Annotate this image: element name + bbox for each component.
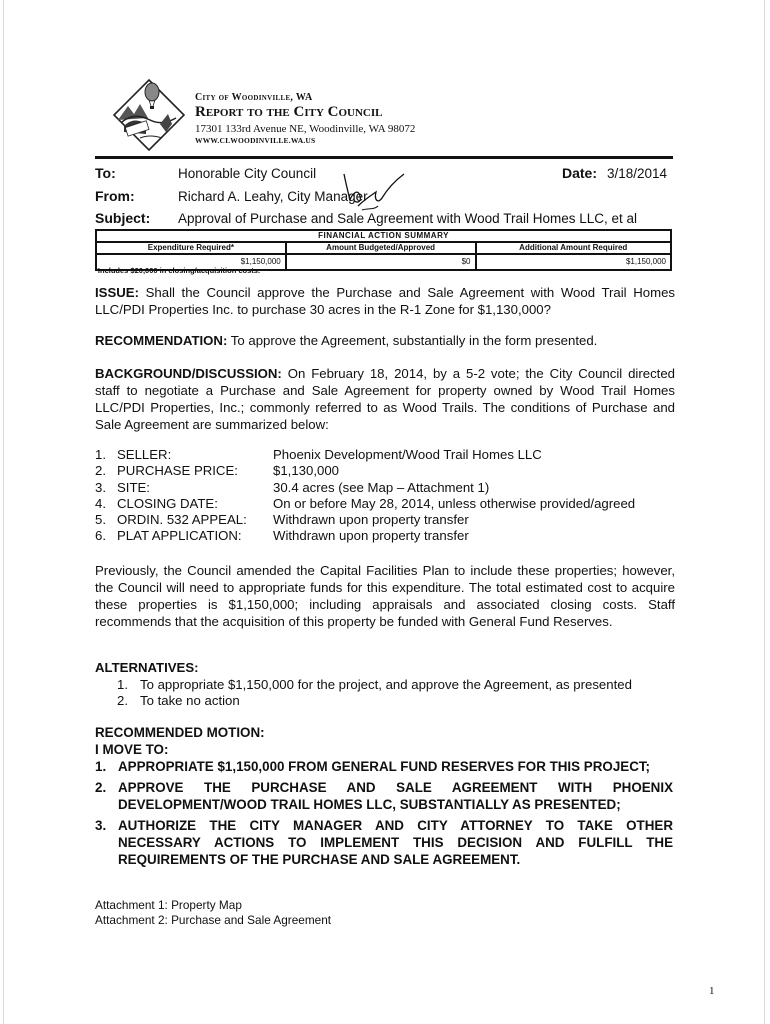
alternative-num: 1. xyxy=(117,677,128,692)
financial-footnote: *Includes $20,000 in closing/acquisition costs. xyxy=(95,266,261,275)
attachments-list xyxy=(95,898,331,928)
alternative-item xyxy=(95,677,675,693)
alternatives-label: ALTERNATIVES: xyxy=(95,660,199,675)
term-value: On or before May 28, 2014, unless otherwise provided/agreed xyxy=(273,495,636,511)
background-paragraph xyxy=(95,365,675,433)
term-key: PURCHASE PRICE: xyxy=(117,463,238,479)
value-expenditure: $1,150,000 xyxy=(96,254,286,270)
motion-num: 3. xyxy=(95,818,107,833)
report-title: Report to the City Council xyxy=(195,104,383,120)
term-row xyxy=(95,447,685,463)
motion-text: APPROPRIATE $1,150,000 FROM GENERAL FUND RESERVES FOR THIS PROJECT; xyxy=(118,759,651,774)
attachment-item: Attachment 1: Property Map xyxy=(95,898,242,912)
from-value: Richard A. Leahy, City Manager xyxy=(178,189,368,204)
page-number: 1 xyxy=(709,985,715,997)
attachment-item: Attachment 2: Purchase and Sale Agreement xyxy=(95,913,332,927)
subject-label: Subject: xyxy=(95,210,151,226)
city-line: City of Woodinville, WA xyxy=(195,92,313,103)
term-value: Phoenix Development/Wood Trail Homes LLC xyxy=(273,447,542,462)
alternative-num: 2. xyxy=(117,693,128,708)
column-expenditure: Expenditure Required* xyxy=(96,242,286,254)
financial-summary-title: FINANCIAL ACTION SUMMARY xyxy=(96,230,671,242)
date-label: Date: xyxy=(562,165,598,181)
column-additional: Additional Amount Required xyxy=(476,242,672,254)
term-row xyxy=(95,512,685,528)
alternative-text: To take no action xyxy=(140,693,240,708)
motion-item xyxy=(95,758,673,775)
motion-text: AUTHORIZE THE CITY MANAGER AND CITY ATTORNEY TO TAKE OTHER NECESSARY ACTIONS TO IMPLEMENT THIS DECISION AND FULFILL THE REQUIREMENTS OF THE PURCHASE AND SALE AGREEMENT. xyxy=(118,818,673,867)
header-rule xyxy=(95,156,673,159)
motion-intro: I MOVE TO: xyxy=(95,742,169,757)
term-num: 5. xyxy=(95,512,106,528)
term-key: SELLER: xyxy=(117,447,172,462)
term-key: CLOSING DATE: xyxy=(117,495,218,511)
term-num: 3. xyxy=(95,479,106,495)
value-additional: $1,150,000 xyxy=(476,254,672,270)
issue-paragraph xyxy=(95,284,675,318)
term-row xyxy=(95,496,685,512)
column-budgeted: Amount Budgeted/Approved xyxy=(286,242,476,254)
term-row xyxy=(95,528,685,544)
recommendation-paragraph xyxy=(95,332,675,349)
term-value: 30.4 acres (see Map – Attachment 1) xyxy=(273,479,490,495)
term-value: $1,130,000 xyxy=(273,463,340,479)
background-label: BACKGROUND/DISCUSSION: xyxy=(95,366,282,381)
issue-label: ISSUE: xyxy=(95,285,139,300)
scan-edge-left xyxy=(3,0,4,1024)
term-key: PLAT APPLICATION: xyxy=(117,528,242,544)
term-value: Withdrawn upon property transfer xyxy=(273,528,469,544)
to-value: Honorable City Council xyxy=(178,166,317,181)
term-row xyxy=(95,480,685,496)
from-label: From: xyxy=(95,188,135,204)
motion-item xyxy=(95,779,673,813)
value-budgeted: $0 xyxy=(286,254,476,270)
recommendation-label: RECOMMENDATION: xyxy=(95,333,228,348)
term-num: 2. xyxy=(95,463,106,479)
to-label: To: xyxy=(95,165,116,181)
motion-label: RECOMMENDED MOTION: xyxy=(95,725,265,740)
previously-paragraph: Previously, the Council amended the Capital Facilities Plan to include these properties; however, the Council will need to appropriate funds for this expenditure. The total estimated cost to acquire these properties is $1,150,000; including appraisals and associated closing costs. Staff recommends that the acquisition of this property be funded with General Fund Reserves. xyxy=(95,563,675,629)
recommendation-text: To approve the Agreement, substantially in the form presented. xyxy=(230,333,598,348)
city-website: WWW.CI.WOODINVILLE.WA.US xyxy=(195,136,316,145)
motion-num: 2. xyxy=(95,780,107,795)
term-key: SITE: xyxy=(117,479,150,495)
report-header xyxy=(195,92,415,145)
scan-edge-right xyxy=(764,0,765,1024)
term-value: Withdrawn upon property transfer xyxy=(273,512,469,528)
background-text: On February 18, 2014, by a 5-2 vote; the City Council directed staff to negotiate a Purchase and Sale Agreement for property owned by Wood Trail Homes LLC/PDI Properties, Inc.; commonly referred to as Wood Trails. The conditions of Purchase and Sale Agreement are summarized below: xyxy=(95,366,675,432)
alternatives-section xyxy=(95,660,675,709)
motion-item xyxy=(95,817,673,868)
alternative-item xyxy=(95,693,675,709)
motion-text: APPROVE THE PURCHASE AND SALE AGREEMENT WITH PHOENIX DEVELOPMENT/WOOD TRAIL HOMES LLC, SUBSTANTIALLY AS PRESENTED; xyxy=(118,780,673,812)
city-logo xyxy=(110,76,188,154)
term-num: 6. xyxy=(95,528,106,544)
term-num: 1. xyxy=(95,447,106,462)
term-num: 4. xyxy=(95,495,106,511)
terms-list xyxy=(95,447,685,545)
alternative-text: To appropriate $1,150,000 for the project, and approve the Agreement, as presented xyxy=(140,677,632,692)
term-row xyxy=(95,463,685,479)
city-address: 17301 133rd Avenue NE, Woodinville, WA 98072 xyxy=(195,123,416,135)
motion-section xyxy=(95,724,673,868)
motion-num: 1. xyxy=(95,759,107,774)
issue-text: Shall the Council approve the Purchase and Sale Agreement with Wood Trail Homes LLC/PDI Properties Inc. to purchase 30 acres in the R-1 Zone for $1,130,000? xyxy=(95,285,676,317)
financial-summary-table xyxy=(95,229,672,271)
term-key: ORDIN. 532 APPEAL: xyxy=(117,512,247,528)
subject-value: Approval of Purchase and Sale Agreement with Wood Trail Homes LLC, et al xyxy=(178,211,637,226)
date-value: 3/18/2014 xyxy=(607,166,668,181)
